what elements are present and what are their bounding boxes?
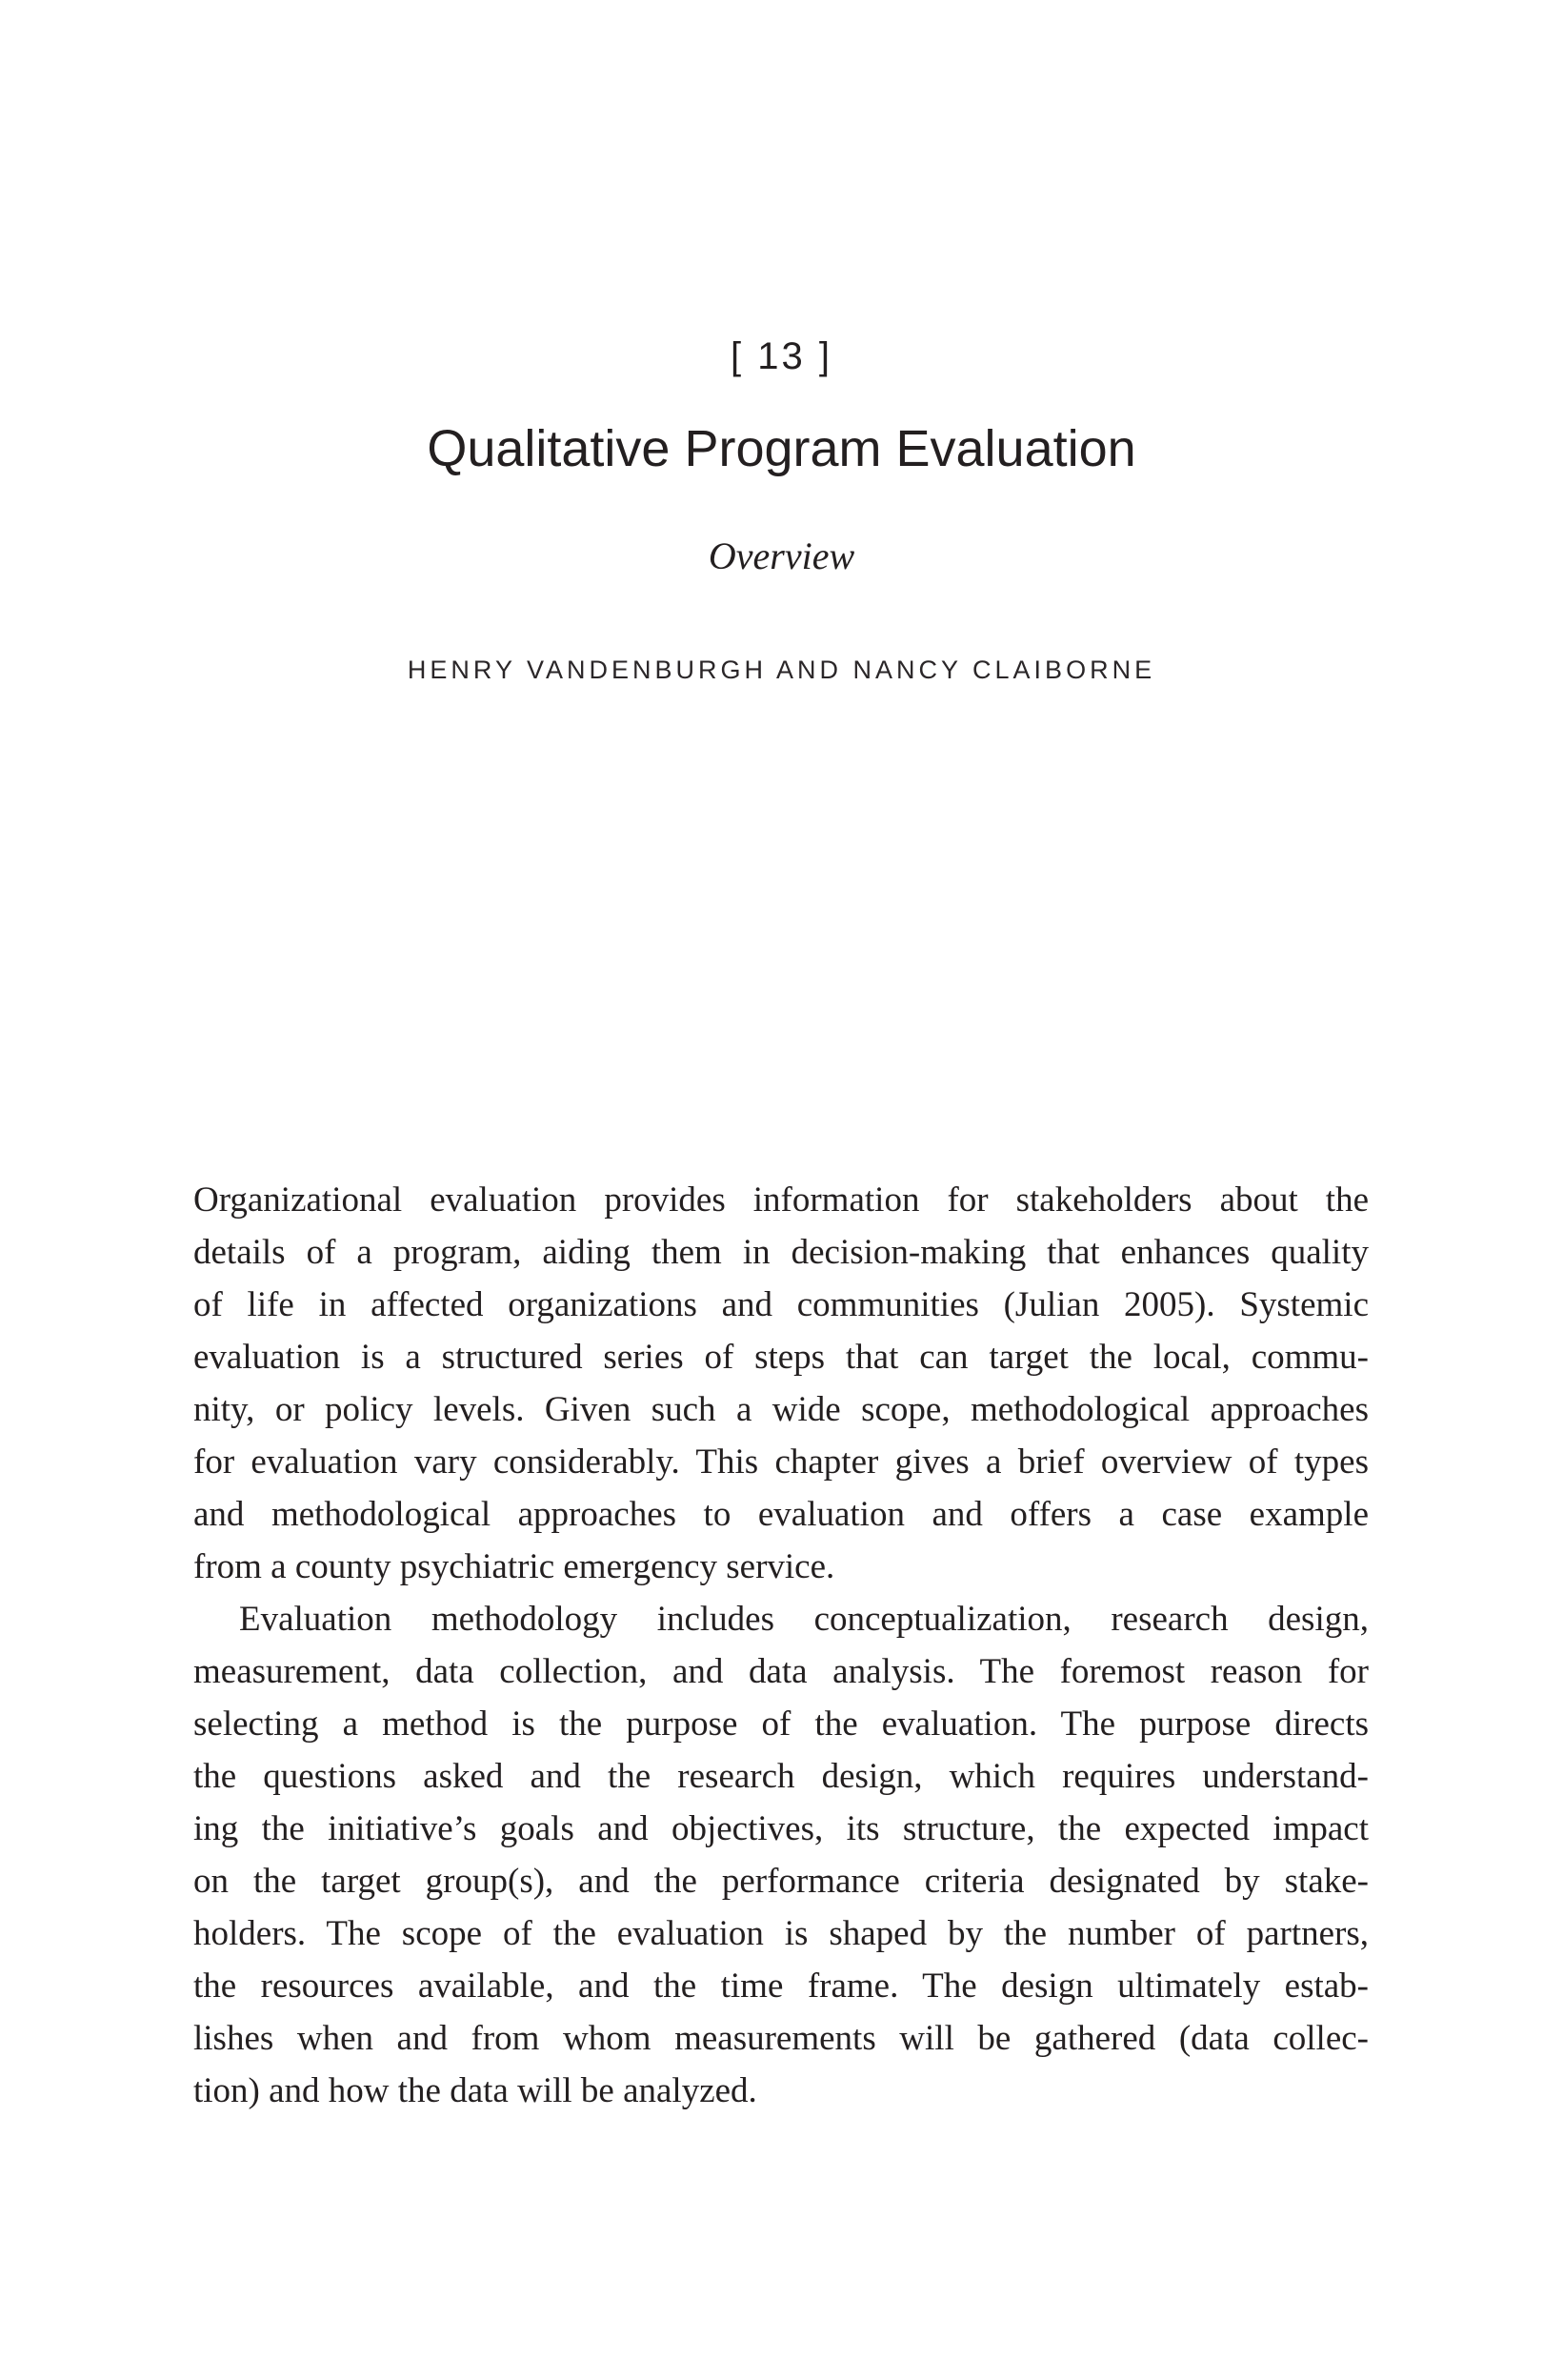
paragraph-1 xyxy=(193,1174,1369,1593)
body-text-line: for evaluation vary considerably. This chapter gives a brief overview of types xyxy=(193,1442,1369,1482)
body-text-line: details of a program, aiding them in decision-making that enhances quality xyxy=(193,1233,1369,1272)
body-text-line: of life in affected organizations and communities (Julian 2005). Systemic xyxy=(193,1285,1369,1324)
body-text-line: selecting a method is the purpose of the evaluation. The purpose directs xyxy=(193,1704,1369,1744)
body-text-line: lishes when and from whom measurements will be gathered (data collec- xyxy=(193,2019,1369,2058)
body-text-line: ing the initiative’s goals and objectives, its structure, the expected impact xyxy=(193,1809,1369,1848)
body-text-line: the questions asked and the research design, which requires understand- xyxy=(193,1757,1369,1796)
chapter-number: [ 13 ] xyxy=(731,335,832,377)
body-text xyxy=(193,1174,1369,2117)
chapter-subtitle: Overview xyxy=(708,534,855,577)
body-text-line: evaluation is a structured series of steps that can target the local, commu- xyxy=(193,1338,1369,1377)
body-text-line: Evaluation methodology includes conceptualization, research design, xyxy=(239,1600,1369,1639)
body-text-line: the resources available, and the time frame. The design ultimately estab- xyxy=(193,1967,1369,2006)
chapter-authors: HENRY VANDENBURGH AND NANCY CLAIBORNE xyxy=(407,656,1156,684)
body-text-line: Organizational evaluation provides information for stakeholders about the xyxy=(193,1180,1369,1220)
body-text-line: measurement, data collection, and data analysis. The foremost reason for xyxy=(193,1652,1369,1691)
body-text-line: nity, or policy levels. Given such a wide scope, methodological approaches xyxy=(193,1390,1369,1429)
body-text-line: tion) and how the data will be analyzed. xyxy=(193,2071,757,2110)
paragraph-2 xyxy=(193,1593,1369,2117)
chapter-title: Qualitative Program Evaluation xyxy=(427,420,1136,477)
body-text-line: on the target group(s), and the performance criteria designated by stake- xyxy=(193,1862,1369,1901)
body-text-line: from a county psychiatric emergency service. xyxy=(193,1547,835,1586)
body-text-line: holders. The scope of the evaluation is shaped by the number of partners, xyxy=(193,1914,1369,1953)
body-text-line: and methodological approaches to evaluation and offers a case example xyxy=(193,1495,1369,1534)
